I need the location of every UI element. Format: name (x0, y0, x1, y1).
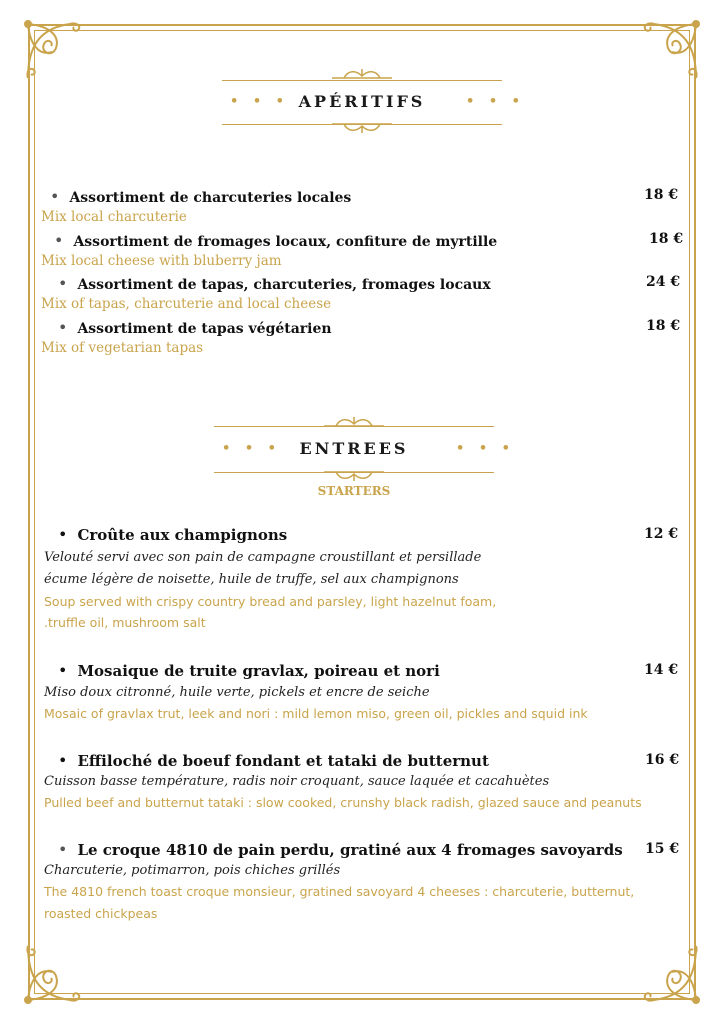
header-dots-right: • • • (456, 441, 515, 456)
item-price: 18 € (646, 318, 681, 334)
item-price: 12 € (644, 526, 679, 542)
header-dots-left: • • • (222, 441, 281, 456)
bullet-icon: • (58, 840, 68, 859)
aperitifs-title: APÉRITIFS (298, 92, 426, 111)
item-name: Effiloché de boeuf fondant et tataki de butternut (77, 752, 489, 770)
menu-item (58, 840, 623, 859)
crown-ornament-icon (322, 416, 386, 428)
bullet-icon: • (58, 274, 68, 293)
item-price: 16 € (645, 752, 680, 768)
item-name: Le croque 4810 de pain perdu, gratiné aux 4 fromages savoyards (77, 841, 623, 859)
item-price: 24 € (646, 274, 681, 290)
bullet-icon: • (58, 751, 68, 770)
header-rule-bottom (214, 472, 494, 473)
header-rule-top (222, 80, 502, 81)
menu-item (50, 187, 351, 206)
item-english: Mix local charcuterie (41, 209, 187, 225)
entrees-title: ENTREES (299, 439, 409, 458)
item-description: Velouté servi avec son pain de campagne croustillant et persillade (44, 550, 482, 565)
header-dots-right: • • • (466, 94, 525, 109)
bullet-icon: • (58, 525, 68, 544)
item-english: Mosaic of gravlax trut, leek and nori : mild lemon miso, green oil, pickles and squid ink (44, 706, 588, 721)
bullet-icon: • (58, 318, 68, 337)
item-english: Pulled beef and butternut tataki : slow cooked, crunshy black radish, glazed sauce and peanuts (44, 795, 642, 810)
item-name: Assortiment de tapas végétarien (77, 321, 332, 337)
item-name: Assortiment de charcuteries locales (69, 190, 352, 206)
item-price: 14 € (644, 662, 679, 678)
corner-ornament-icon (634, 16, 704, 86)
item-description: Miso doux citronné, huile verte, pickels et encre de seiche (44, 685, 430, 700)
item-english: Soup served with crispy country bread and parsley, light hazelnut foam, (44, 594, 497, 609)
bullet-icon: • (58, 661, 68, 680)
menu-item (58, 318, 332, 337)
item-english: Mix of tapas, charcuterie and local cheese (41, 296, 332, 312)
menu-item (58, 661, 440, 680)
item-name: Assortiment de fromages locaux, confiture de myrtille (73, 234, 498, 250)
item-english: Mix local cheese with bluberry jam (41, 253, 282, 269)
item-english: Mix of vegetarian tapas (41, 340, 204, 356)
item-description: écume légère de noisette, huile de truffe, sel aux champignons (44, 572, 459, 587)
corner-ornament-icon (20, 16, 90, 86)
bullet-icon: • (50, 187, 60, 206)
menu-item (58, 525, 287, 544)
item-price: 18 € (649, 231, 684, 247)
menu-item (54, 231, 497, 250)
menu-item (58, 274, 491, 293)
starters-subtitle: STARTERS (317, 484, 391, 498)
corner-ornament-icon (20, 938, 90, 1008)
item-name: Mosaique de truite gravlax, poireau et nori (77, 662, 440, 680)
corner-ornament-icon (634, 938, 704, 1008)
item-description: Cuisson basse température, radis noir croquant, sauce laquée et cacahuètes (44, 774, 550, 789)
crown-ornament-icon (330, 68, 394, 80)
item-name: Assortiment de tapas, charcuteries, fromages locaux (77, 277, 491, 293)
item-price: 15 € (645, 841, 680, 857)
header-dots-left: • • • (230, 94, 289, 109)
item-price: 18 € (644, 187, 679, 203)
item-name: Croûte aux champignons (77, 526, 288, 544)
item-description: Charcuterie, potimarron, pois chiches grillés (44, 863, 341, 878)
item-english: roasted chickpeas (44, 906, 158, 921)
menu-item (58, 751, 489, 770)
crown-ornament-icon (330, 122, 394, 134)
item-english: The 4810 french toast croque monsieur, gratined savoyard 4 cheeses : charcuterie, butternut, (44, 884, 635, 899)
bullet-icon: • (54, 231, 64, 250)
item-english: .truffle oil, mushroom salt (44, 615, 206, 630)
